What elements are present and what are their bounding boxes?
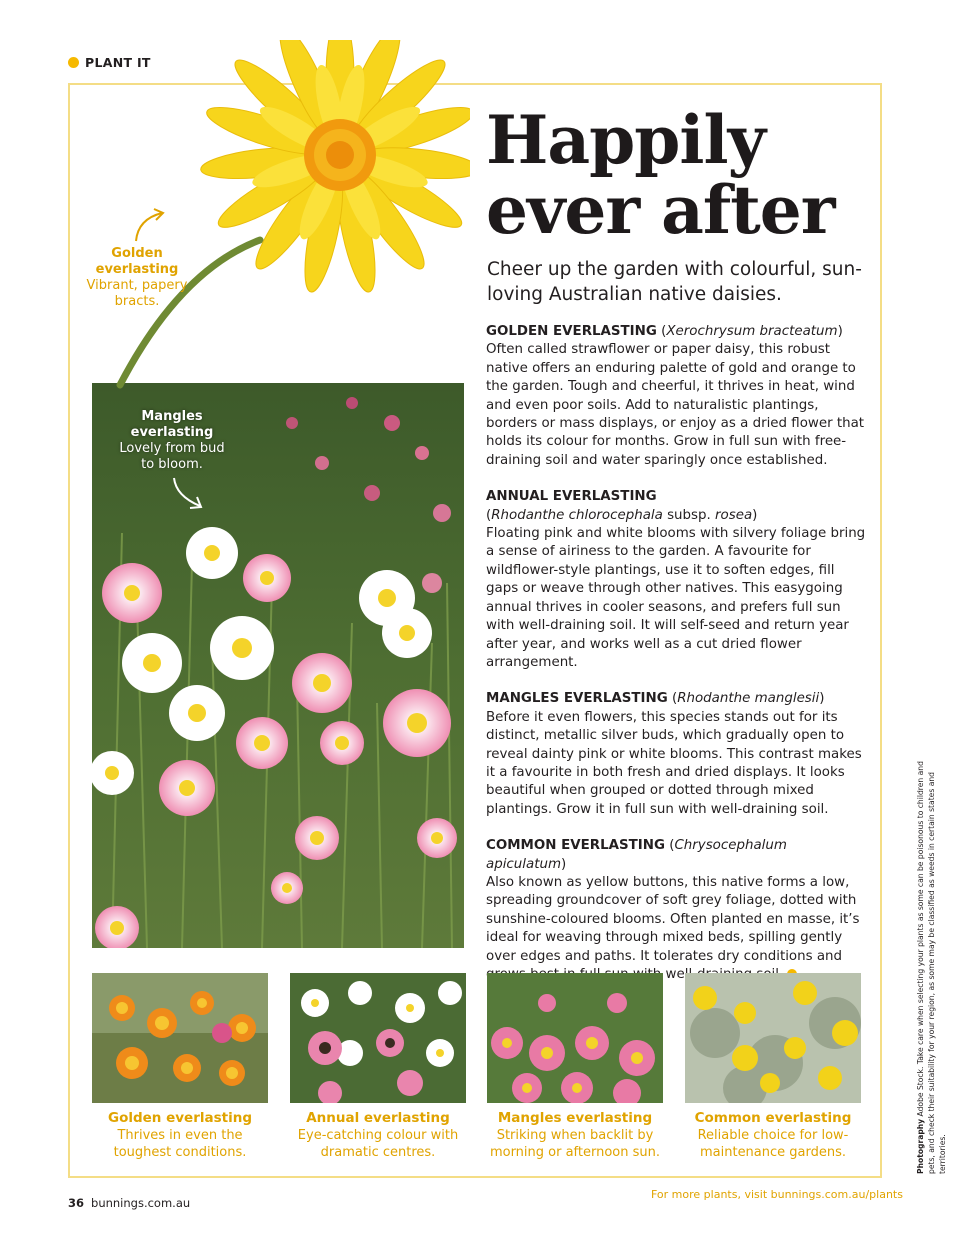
entry-latin: Rhodanthe chlorocephala — [491, 507, 663, 523]
footer — [68, 1196, 190, 1210]
entry-annual — [486, 488, 866, 672]
credit-text: Adobe Stock. Take care when selecting your plants as some can be poisonous to children and pets, and check their suitability for your region, as some may be classified as weeds in certain states and territories. — [916, 761, 947, 1174]
entry-text: Floating pink and white blooms with silvery foliage bring a sense of airiness to the garden. A favourite for wildflower-style plantings, use it to soften edges, fill gaps or weave through other natives. This easygoing annual thrives in cooler seasons, and prefers full sun with well-draining soil. It will self-seed and return year after year, and works well as a cut dried flower arrangement. — [486, 526, 866, 670]
entry-latin-close: ) — [752, 507, 758, 523]
title-line-1: Happily — [486, 101, 765, 179]
entry-latin-open: ( — [671, 691, 678, 707]
entry-latin-mid: subsp. — [662, 507, 716, 523]
entry-text: Often called strawflower or paper daisy, this robust native offers an enduring palette of gold and orange to the garden. Tough and cheerful, it thrives in heat, wind and even poor soils. Add to naturalistic plantings, borders or mass displays, or enjoy as a dried flower that holds its colour for months. Grow in full sun with free-draining soil and water sparingly once established. — [486, 342, 865, 468]
thumb-text: Reliable choice for low-maintenance gardens. — [697, 1128, 849, 1160]
common-everlasting-thumb-image — [685, 973, 861, 1103]
entry-latin-open: ( — [486, 507, 492, 523]
thumb-caption — [290, 1110, 466, 1161]
entry-latin-2: rosea — [715, 507, 753, 523]
golden-callout-name: Golden everlasting — [95, 246, 179, 277]
golden-callout-note: Vibrant, papery bracts. — [86, 278, 188, 309]
page-title — [486, 101, 835, 249]
thumb-name: Golden everlasting — [107, 1110, 252, 1126]
entry-latin-close: ) — [819, 691, 825, 707]
entry-text: Also known as yellow buttons, this native forms a low, spreading groundcover of soft grey foliage, dotted with sunshine-coloured blooms. Often planted en masse, it’s ideal for weaving through mixed beds, spilling gently over edges and paths. It tolerates dry conditions and — [486, 874, 860, 964]
entry-name: GOLDEN EVERLASTING — [486, 324, 657, 339]
thumb-caption — [685, 1110, 861, 1161]
thumb-caption — [487, 1110, 663, 1161]
thumb-name: Annual everlasting — [306, 1110, 450, 1126]
mangles-callout — [117, 409, 227, 473]
entry-name: COMMON EVERLASTING — [486, 838, 665, 854]
entry-text: Before it even flowers, this species stands out for its distinct, metallic silver buds, which gradually open to reveal dainty pink or white blooms. This contrast makes it a favourite in both fresh and dried displays. It looks beautiful when grouped or dotted through mixed plantings. Grow it in full sun with well-draining soil. — [486, 709, 862, 817]
section-label: PLANT IT — [85, 55, 151, 70]
entry-latin-close: ) — [837, 324, 843, 339]
entry-latin: Rhodanthe manglesii — [677, 691, 820, 707]
mangles-everlasting-thumb-image — [487, 973, 663, 1103]
golden-everlasting-thumb-image — [92, 973, 268, 1103]
thumb-caption — [92, 1110, 268, 1161]
golden-callout — [82, 246, 192, 310]
credit-label: Photography — [916, 1118, 925, 1174]
mangles-callout-name: Mangles everlasting — [130, 409, 214, 440]
thumb-golden — [92, 973, 268, 1161]
thumb-text: Eye-catching colour with dramatic centres. — [297, 1128, 459, 1160]
entry-latin-open: ( — [661, 324, 667, 339]
entry-name: ANNUAL EVERLASTING — [486, 489, 657, 505]
page-number: 36 — [68, 1196, 85, 1210]
title-line-2: ever after — [486, 171, 835, 249]
annual-everlasting-thumb-image — [290, 973, 466, 1103]
thumb-text: Thrives in even the toughest conditions. — [113, 1128, 247, 1160]
entry-name: MANGLES EVERLASTING — [486, 691, 668, 707]
entry-mangles — [486, 690, 866, 819]
thumb-common — [685, 973, 861, 1161]
more-plants-link[interactable]: For more plants, visit bunnings.com.au/plants — [651, 1188, 903, 1201]
thumb-name: Common everlasting — [694, 1110, 852, 1126]
entry-common — [486, 837, 866, 984]
thumb-mangles — [487, 973, 663, 1161]
article-body — [486, 323, 866, 1002]
mangles-callout-note: Lovely from bud to bloom. — [119, 441, 225, 472]
entry-latin-open: ( — [669, 838, 675, 854]
photo-credit — [915, 754, 948, 1174]
entry-latin: Chrysocephalum apiculatum — [486, 838, 787, 872]
thumb-text: Striking when backlit by morning or afternoon sun. — [489, 1128, 661, 1160]
entry-golden — [486, 323, 866, 470]
mangles-callout-arrow-icon — [168, 474, 208, 514]
page-subtitle: Cheer up the garden with colourful, sun-loving Australian native daisies. — [487, 259, 862, 305]
section-dot-icon — [68, 57, 79, 68]
thumb-name: Mangles everlasting — [497, 1110, 653, 1126]
entry-latin-close: ) — [560, 856, 567, 872]
golden-callout-arrow-icon — [130, 205, 170, 245]
entry-latin: Xerochrysum bracteatum — [666, 324, 838, 339]
thumb-annual — [290, 973, 466, 1161]
footer-site: bunnings.com.au — [91, 1196, 191, 1210]
